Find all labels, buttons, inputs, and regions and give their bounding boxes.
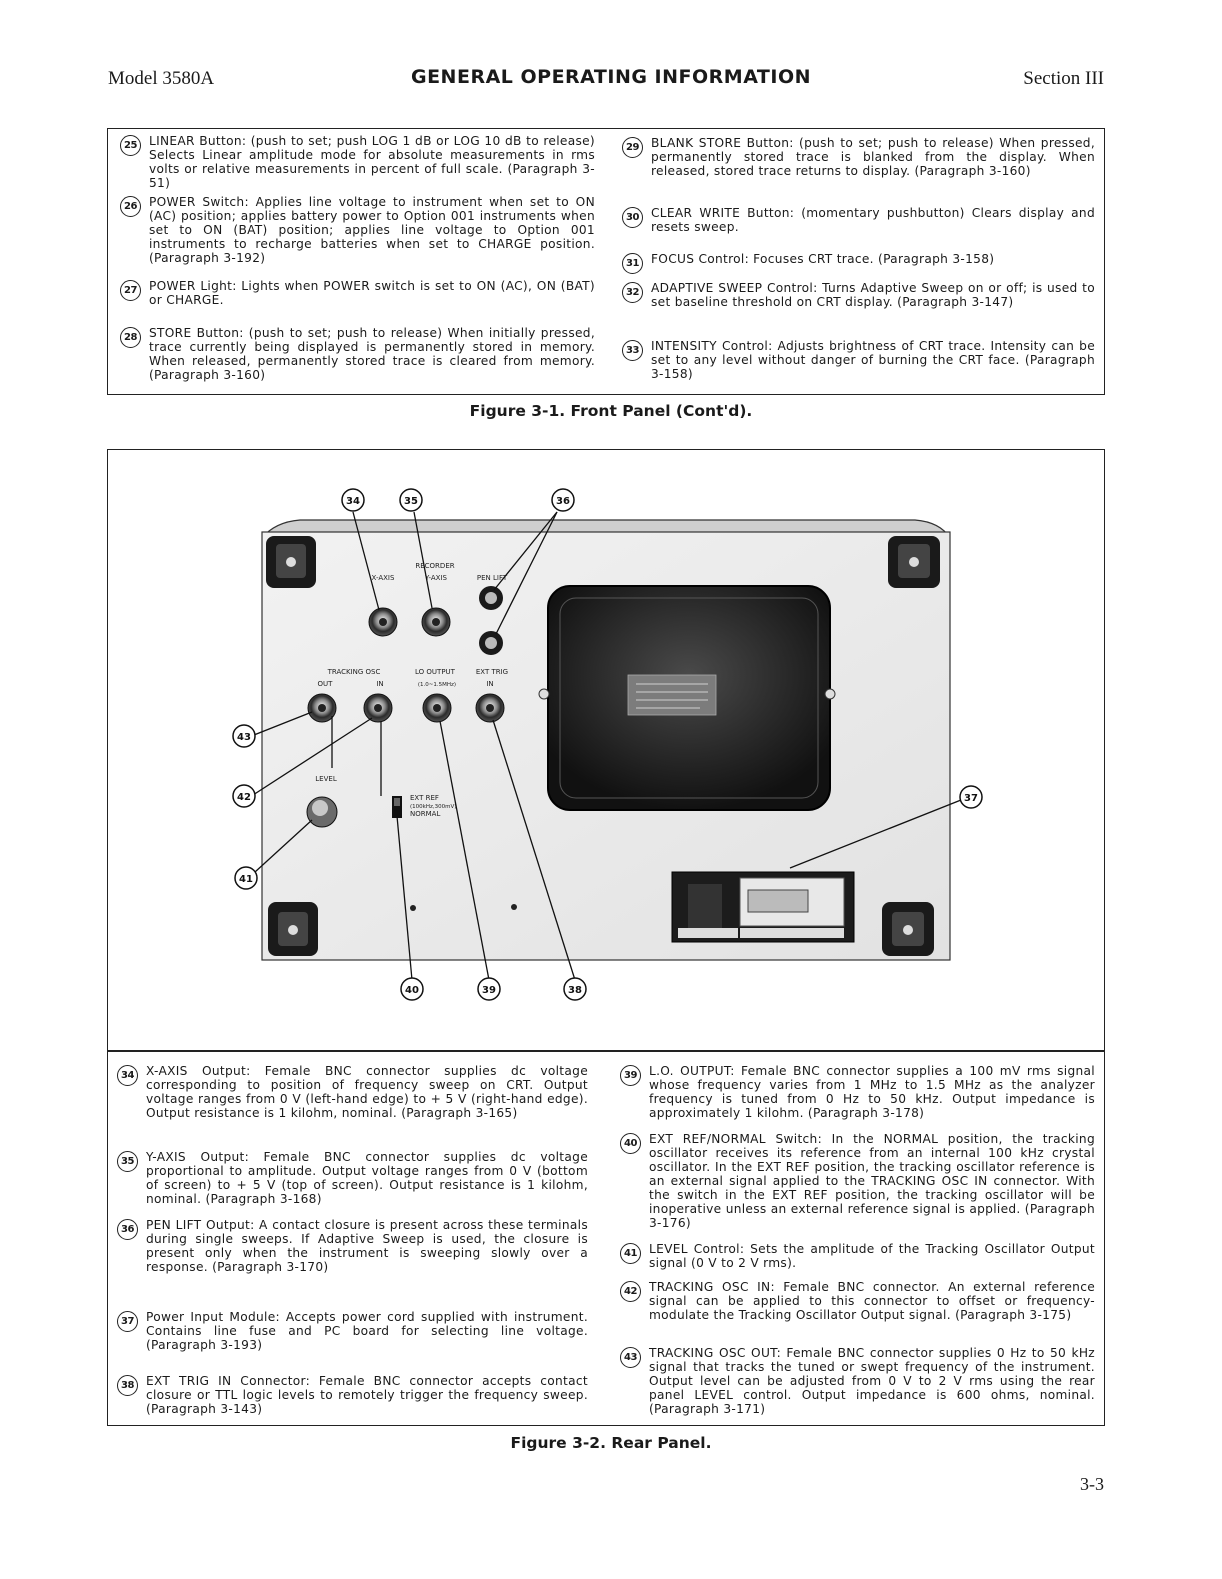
- svg-text:41: 41: [239, 874, 253, 885]
- y-axis-label: Y-AXIS: [425, 574, 447, 582]
- legend-text: LEVEL Control: Sets the amplitude of the Tracking Oscillator Output signal (0 V to 2 V rms).: [649, 1242, 1095, 1270]
- callout-34: [342, 489, 364, 511]
- legend-text: POWER Switch: Applies line voltage to instrument when set to ON (AC) position; applies battery power to Option 001 instruments when set to ON (BAT) position; applies line voltage to Option 001 instruments to recharge batteries when set to CHARGE position. (Paragraph 3-192): [149, 195, 595, 265]
- legend-text: ADAPTIVE SWEEP Control: Turns Adaptive Sweep on or off; is used to set baseline threshold on CRT display. (Paragraph 3-147): [651, 281, 1095, 309]
- callout-40: [401, 978, 423, 1000]
- callout-number: 31: [622, 253, 643, 274]
- recorder-label: RECORDER: [415, 562, 455, 570]
- tracking-out-label: OUT: [317, 680, 333, 688]
- legend-text: X-AXIS Output: Female BNC connector supplies dc voltage corresponding to position of frequency sweep on CRT. Output voltage ranges from 0 V (left-hand edge) to + 5 V (right-hand edge). Output resistance is 1 kilohm, nominal. (Paragraph 3-165): [146, 1064, 588, 1120]
- ext-trig-in-label: IN: [486, 680, 494, 688]
- callout-number: 32: [622, 282, 643, 303]
- tracking-in-label: IN: [376, 680, 384, 688]
- legend-text: TRACKING OSC OUT: Female BNC connector supplies 0 Hz to 50 kHz signal that tracks the tuned or swept frequency of the instrument. Output level can be adjusted from 0 V to 2 V rms using the rear panel LEVEL control. Output impedance is 600 ohms, nominal. (Paragraph 3-171): [649, 1346, 1095, 1416]
- svg-text:42: 42: [237, 792, 251, 803]
- legend-text: L.O. OUTPUT: Female BNC connector supplies a 100 mV rms signal whose frequency varies from 1 MHz to 1.5 MHz as the analyzer frequency is tuned from 0 Hz to 50 kHz. Output impedance is approximately 1 kilohm. (Paragraph 3-178): [649, 1064, 1095, 1120]
- legend-text: LINEAR Button: (push to set; push LOG 1 dB or LOG 10 dB to release) Selects Linear amplitude mode for absolute measurements in rms volts or relative measurements in percent of full scale. (Paragraph 3-51): [149, 134, 595, 190]
- callout-number: 25: [120, 135, 141, 156]
- callout-35: [400, 489, 422, 511]
- legend-item-40: [620, 1132, 1095, 1230]
- svg-text:36: 36: [556, 496, 570, 507]
- callout-number: 43: [620, 1347, 641, 1368]
- callout-number: 30: [622, 207, 643, 228]
- page-number: 3-3: [1080, 1474, 1104, 1494]
- foot-bottom-right: [882, 902, 934, 956]
- lo-output-label: LO OUTPUT: [415, 668, 455, 676]
- pen-lift-label: PEN LIFT: [476, 574, 508, 582]
- x-axis-bnc: [369, 608, 397, 636]
- callout-number: 38: [117, 1375, 138, 1396]
- legend-item-37: [117, 1310, 588, 1352]
- pen-lift-terminal-1: [479, 586, 503, 610]
- callout-number: 42: [620, 1281, 641, 1302]
- ext-trig-bnc: [476, 694, 504, 722]
- callout-number: 35: [117, 1151, 138, 1172]
- legend-text: EXT TRIG IN Connector: Female BNC connector accepts contact closure or TTL logic levels to remotely trigger the frequency sweep. (Paragraph 3-143): [146, 1374, 588, 1416]
- level-label: LEVEL: [315, 775, 337, 783]
- lo-range-label: (1.0~1.5MHz): [417, 682, 457, 688]
- x-axis-label: X-AXIS: [371, 574, 395, 582]
- callout-number: 33: [622, 340, 643, 361]
- callout-42: [233, 785, 255, 807]
- power-input-module: [672, 872, 854, 942]
- svg-text:37: 37: [964, 793, 978, 804]
- ext-ref-spec-label: (100kHz,300mV): [410, 804, 457, 810]
- warning-label: [628, 675, 716, 715]
- foot-top-left: [266, 536, 316, 588]
- callout-number: 37: [117, 1311, 138, 1332]
- level-knob: [307, 797, 337, 827]
- legend-text: PEN LIFT Output: A contact closure is present across these terminals during single sweeps. If Adaptive Sweep is used, the closure is present only when the instrument is sweeping slowly over a response. (Paragraph 3-170): [146, 1218, 588, 1274]
- legend-text: FOCUS Control: Focuses CRT trace. (Paragraph 3-158): [651, 252, 995, 266]
- legend-text: BLANK STORE Button: (push to set; push to release) When pressed, permanently stored trace is blanked from the display. When released, stored trace returns to display. (Paragraph 3-160): [651, 136, 1095, 178]
- section-title: GENERAL OPERATING INFORMATION: [410, 66, 812, 88]
- callout-number: 28: [120, 327, 141, 348]
- svg-text:34: 34: [346, 496, 360, 507]
- section-label: Section III: [1023, 68, 1104, 89]
- legend-item-39: [620, 1064, 1095, 1120]
- figure-3-2-caption: Figure 3-2. Rear Panel.: [510, 1434, 712, 1452]
- callout-43: [233, 725, 255, 747]
- legend-item-36: [117, 1218, 588, 1274]
- callout-number: 36: [117, 1219, 138, 1240]
- foot-bottom-left: [268, 902, 318, 956]
- figure-3-1-caption: Figure 3-1. Front Panel (Cont'd).: [469, 402, 753, 420]
- callout-number: 39: [620, 1065, 641, 1086]
- legend-item-34: [117, 1064, 588, 1120]
- callout-number: 34: [117, 1065, 138, 1086]
- crt-housing: [539, 586, 835, 810]
- legend-item-41: [620, 1242, 1095, 1270]
- svg-text:39: 39: [482, 985, 496, 996]
- legend-text: STORE Button: (push to set; push to release) When initially pressed, trace currently being displayed is permanently stored in memory. When released, permanently stored trace is cleared from memory. (Paragraph 3-160): [149, 326, 595, 382]
- callout-number: 26: [120, 196, 141, 217]
- svg-text:38: 38: [568, 985, 582, 996]
- callout-number: 27: [120, 280, 141, 301]
- callout-number: 41: [620, 1243, 641, 1264]
- legend-item-38: [117, 1374, 588, 1416]
- legend-item-35: [117, 1150, 588, 1206]
- model-label: Model 3580A: [108, 68, 215, 89]
- ext-trig-label: EXT TRIG: [475, 668, 509, 676]
- legend-item-43: [620, 1346, 1095, 1416]
- legend-item-42: [620, 1280, 1095, 1322]
- callout-37: [960, 786, 982, 808]
- legend-text: CLEAR WRITE Button: (momentary pushbutton) Clears display and resets sweep.: [651, 206, 1095, 234]
- normal-label: NORMAL: [410, 810, 441, 818]
- callout-38: [564, 978, 586, 1000]
- legend-text: INTENSITY Control: Adjusts brightness of CRT trace. Intensity can be set to any level without danger of burning the CRT face. (Paragraph 3-158): [651, 339, 1095, 381]
- callout-number: 40: [620, 1133, 641, 1154]
- tracking-osc-label: TRACKING OSC: [327, 668, 381, 676]
- legend-text: TRACKING OSC IN: Female BNC connector. An external reference signal can be applied to this connector to offset or frequency-modulate the Tracking Oscillator Output signal. (Paragraph 3-175): [649, 1280, 1095, 1322]
- ext-ref-label: EXT REF: [410, 794, 439, 802]
- legend-text: POWER Light: Lights when POWER switch is set to ON (AC), ON (BAT) or CHARGE.: [149, 279, 595, 307]
- tracking-osc-in-bnc: [364, 694, 392, 722]
- legend-text: Power Input Module: Accepts power cord supplied with instrument. Contains line fuse and PC board for selecting line voltage. (Paragraph 3-193): [146, 1310, 588, 1352]
- legend-text: Y-AXIS Output: Female BNC connector supplies dc voltage proportional to amplitude. Output voltage ranges from 0 V (bottom of screen) to + 5 V (top of screen). Output resistance is 1 kilohm, nominal. (Paragraph 3-168): [146, 1150, 588, 1206]
- foot-top-right: [888, 536, 940, 588]
- ext-ref-normal-switch: [392, 796, 402, 818]
- pen-lift-terminal-2: [479, 631, 503, 655]
- callout-39: [478, 978, 500, 1000]
- svg-text:40: 40: [405, 985, 419, 996]
- svg-text:43: 43: [237, 732, 251, 743]
- lo-output-bnc: [423, 694, 451, 722]
- svg-text:35: 35: [404, 496, 418, 507]
- callout-41: [235, 867, 257, 889]
- y-axis-bnc: [422, 608, 450, 636]
- callout-36: [552, 489, 574, 511]
- callout-number: 29: [622, 137, 643, 158]
- legend-text: EXT REF/NORMAL Switch: In the NORMAL position, the tracking oscillator receives its reference from an internal 100 kHz crystal oscillator. In the EXT REF position, the tracking oscillator reference is an external signal applied to the TRACKING OSC IN connector. With the switch in the EXT REF position, the tracking oscillator will be inoperative unless an external reference signal is applied. (Paragraph 3-176): [649, 1132, 1095, 1230]
